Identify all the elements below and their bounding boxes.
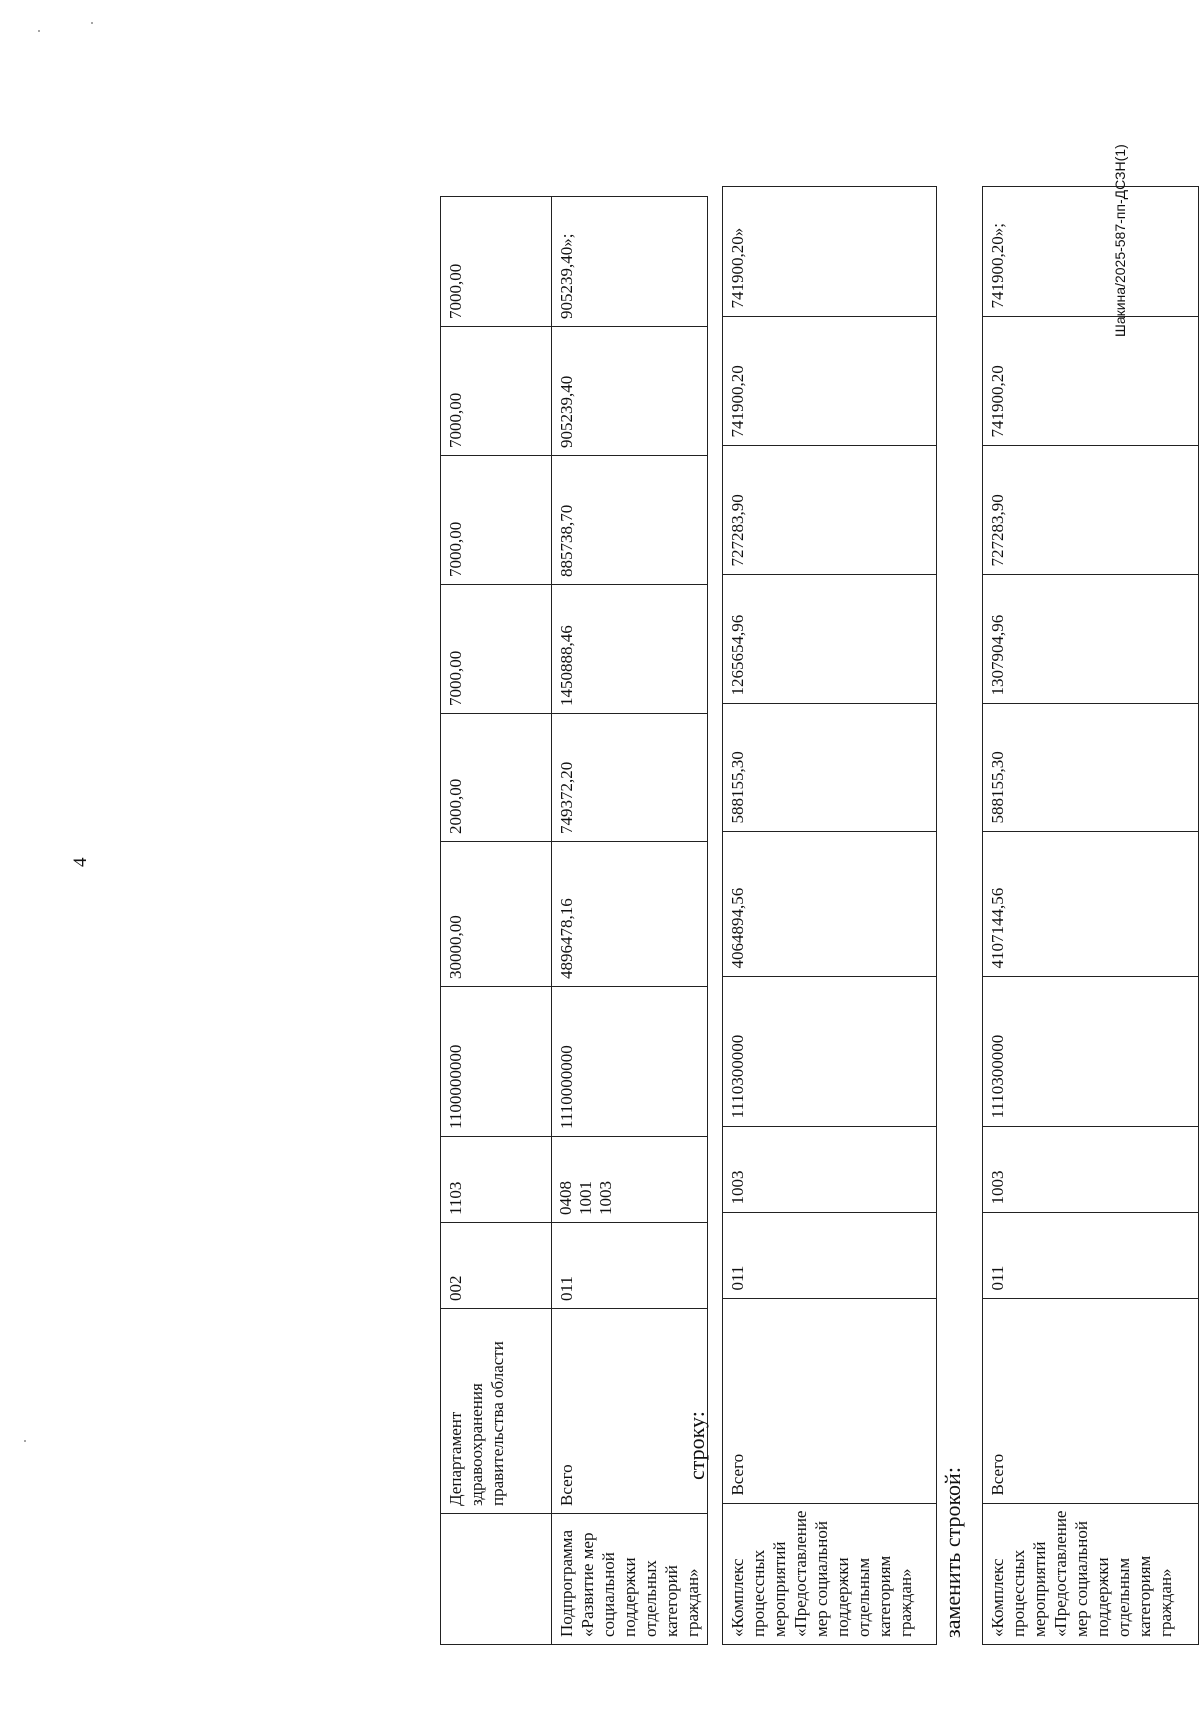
value-cell: 2000,00: [441, 714, 552, 842]
value-cell: 1265654,96: [723, 574, 937, 703]
table-row: [723, 186, 937, 1644]
rzpr-code: 1001: [576, 1181, 595, 1215]
value-cell: 749372,20: [552, 714, 708, 842]
program-name-cell: [441, 1514, 552, 1645]
budget-table-original-header: [440, 196, 708, 1645]
value-cell: 741900,20»: [723, 186, 937, 316]
rzpr-code: 1003: [596, 1181, 615, 1215]
program-name-cell: «Комплекс процессных мероприятий «Предоставление мер социальной поддержки отдельным категориям граждан»: [723, 1503, 937, 1644]
value-cell: 588155,30: [983, 703, 1199, 831]
scan-speck: [38, 30, 40, 32]
value-cell: 727283,90: [723, 445, 937, 574]
value-cell: 741900,20: [983, 316, 1199, 445]
value-cell: 727283,90: [983, 445, 1199, 574]
scan-speck: [24, 1440, 26, 1442]
value-cell: 1307904,96: [983, 574, 1199, 703]
executor-cell: Департамент здравоохранения правительства области: [441, 1309, 552, 1514]
csr-cell: 1110300000: [723, 976, 937, 1126]
grbs-cell: 002: [441, 1223, 552, 1309]
zamenit-label: заменить строкой:: [940, 1467, 965, 1638]
grbs-cell: 011: [983, 1212, 1199, 1298]
value-cell: 1450888,46: [552, 585, 708, 714]
value-cell: 4064894,56: [723, 831, 937, 976]
grbs-cell: 011: [723, 1212, 937, 1298]
rzpr-cell: 1103: [441, 1137, 552, 1223]
value-cell: 885738,70: [552, 456, 708, 585]
table-row: [441, 197, 552, 1645]
rzpr-cell: [552, 1137, 708, 1223]
rzpr-cell: 1003: [723, 1126, 937, 1212]
budget-table-replacement-row: [982, 186, 1199, 1645]
stroku-label: строку:: [684, 1411, 709, 1480]
value-cell: 7000,00: [441, 197, 552, 327]
scan-speck: [91, 22, 93, 24]
program-name-cell: «Комплекс процессных мероприятий «Предоставление мер социальной поддержки отдельным категориям граждан»: [983, 1503, 1199, 1644]
table-row: [983, 186, 1199, 1644]
value-cell: 588155,30: [723, 703, 937, 831]
value-cell: 905239,40: [552, 327, 708, 456]
csr-cell: 1100000000: [441, 987, 552, 1137]
rzpr-cell: 1003: [983, 1126, 1199, 1212]
value-cell: 7000,00: [441, 327, 552, 456]
document-code: Шакина/2025-587-пп-ДСЗН(1): [1112, 144, 1128, 337]
budget-table-row-to-replace: [722, 186, 937, 1645]
value-cell: 7000,00: [441, 585, 552, 714]
rzpr-code: 0408: [556, 1181, 575, 1215]
executor-cell: Всего: [723, 1298, 937, 1503]
value-cell: 4107144,56: [983, 831, 1199, 976]
value-cell: 905239,40»;: [552, 197, 708, 327]
program-name-cell: Подпрограмма «Развитие мер социальной поддержки отдельных категорий граждан»: [552, 1514, 708, 1645]
value-cell: 30000,00: [441, 842, 552, 987]
csr-cell: 1110300000: [983, 976, 1199, 1126]
page-number: 4: [70, 857, 91, 867]
grbs-cell: 011: [552, 1223, 708, 1309]
executor-cell: Всего: [552, 1309, 708, 1514]
value-cell: 741900,20: [723, 316, 937, 445]
value-cell: 741900,20»;: [983, 186, 1199, 316]
value-cell: 7000,00: [441, 456, 552, 585]
csr-cell: 1110000000: [552, 987, 708, 1137]
value-cell: 4896478,16: [552, 842, 708, 987]
executor-cell: Всего: [983, 1298, 1199, 1503]
